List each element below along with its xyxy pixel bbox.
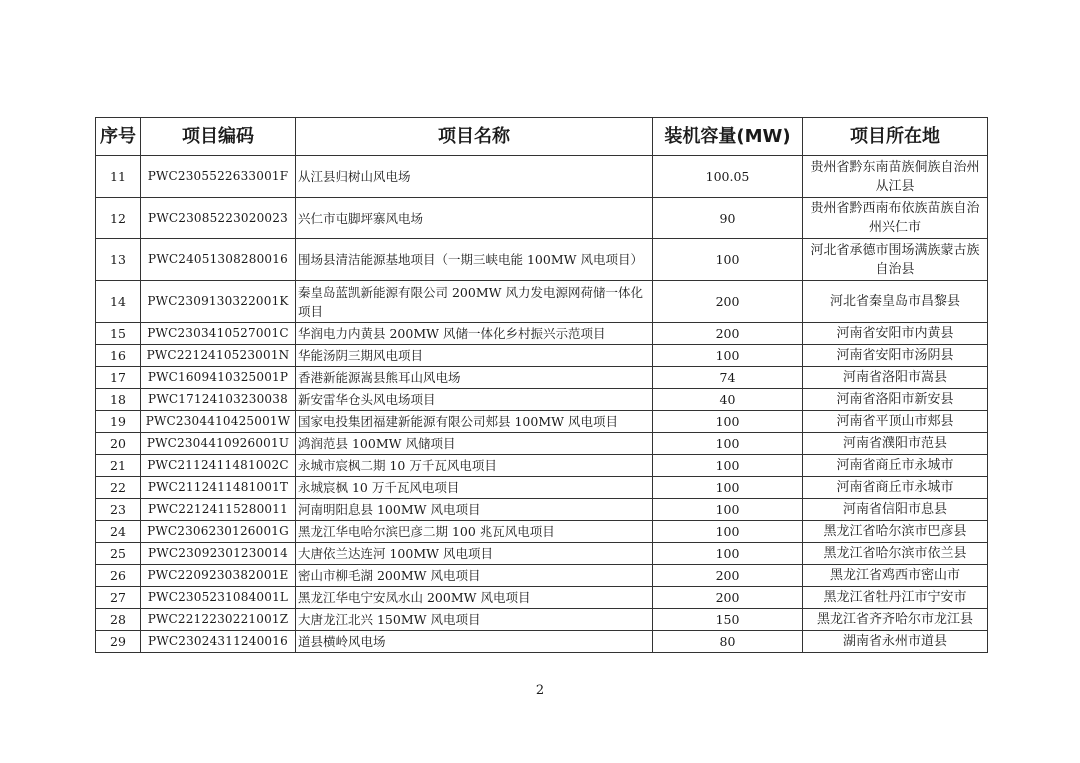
cell-name: 围场县清洁能源基地项目（一期三峡电能 100MW 风电项目） (296, 239, 653, 281)
cell-name: 华润电力内黄县 200MW 风储一体化乡村振兴示范项目 (296, 323, 653, 345)
cell-name: 河南明阳息县 100MW 风电项目 (296, 499, 653, 521)
header-location: 项目所在地 (803, 118, 988, 156)
cell-location: 河北省承德市围场满族蒙古族自治县 (803, 239, 988, 281)
cell-name: 黑龙江华电哈尔滨巴彦二期 100 兆瓦风电项目 (296, 521, 653, 543)
cell-serial: 26 (96, 565, 141, 587)
cell-name: 鸿润范县 100MW 风储项目 (296, 433, 653, 455)
cell-capacity: 200 (653, 281, 803, 323)
cell-name: 秦皇岛蓝凯新能源有限公司 200MW 风力发电源网荷储一体化项目 (296, 281, 653, 323)
cell-capacity: 200 (653, 323, 803, 345)
cell-code: PWC1609410325001P (141, 367, 296, 389)
cell-serial: 23 (96, 499, 141, 521)
table-row (96, 345, 988, 367)
cell-serial: 29 (96, 631, 141, 653)
cell-serial: 21 (96, 455, 141, 477)
table-row (96, 156, 988, 198)
cell-location: 河南省洛阳市新安县 (803, 389, 988, 411)
cell-location: 黑龙江省鸡西市密山市 (803, 565, 988, 587)
cell-code: PWC2303410527001C (141, 323, 296, 345)
cell-name: 永城宸枫 10 万千瓦风电项目 (296, 477, 653, 499)
cell-name: 国家电投集团福建新能源有限公司郏县 100MW 风电项目 (296, 411, 653, 433)
cell-code: PWC2306230126001G (141, 521, 296, 543)
cell-location: 湖南省永州市道县 (803, 631, 988, 653)
header-code: 项目编码 (141, 118, 296, 156)
table-row (96, 281, 988, 323)
cell-capacity: 100 (653, 499, 803, 521)
cell-code: PWC24051308280016 (141, 239, 296, 281)
cell-code: PWC23085223020023 (141, 198, 296, 239)
table-row (96, 543, 988, 565)
cell-serial: 16 (96, 345, 141, 367)
cell-location: 河北省秦皇岛市昌黎县 (803, 281, 988, 323)
cell-location: 河南省濮阳市范县 (803, 433, 988, 455)
cell-capacity: 100 (653, 521, 803, 543)
cell-code: PWC17124103230038 (141, 389, 296, 411)
cell-name: 兴仁市屯脚坪寨风电场 (296, 198, 653, 239)
cell-serial: 13 (96, 239, 141, 281)
cell-capacity: 100 (653, 477, 803, 499)
cell-location: 河南省商丘市永城市 (803, 477, 988, 499)
cell-capacity: 74 (653, 367, 803, 389)
cell-name: 大唐依兰达连河 100MW 风电项目 (296, 543, 653, 565)
cell-serial: 15 (96, 323, 141, 345)
cell-location: 黑龙江省哈尔滨市依兰县 (803, 543, 988, 565)
cell-serial: 12 (96, 198, 141, 239)
cell-name: 大唐龙江北兴 150MW 风电项目 (296, 609, 653, 631)
cell-name: 黑龙江华电宁安凤水山 200MW 风电项目 (296, 587, 653, 609)
project-table (95, 117, 988, 653)
cell-code: PWC22124115280011 (141, 499, 296, 521)
cell-capacity: 100 (653, 345, 803, 367)
table-row (96, 411, 988, 433)
table-row (96, 198, 988, 239)
cell-code: PWC2305231084001L (141, 587, 296, 609)
cell-serial: 14 (96, 281, 141, 323)
cell-location: 河南省信阳市息县 (803, 499, 988, 521)
header-serial: 序号 (96, 118, 141, 156)
header-name: 项目名称 (296, 118, 653, 156)
cell-serial: 25 (96, 543, 141, 565)
cell-capacity: 200 (653, 565, 803, 587)
table-row (96, 455, 988, 477)
cell-location: 河南省安阳市内黄县 (803, 323, 988, 345)
cell-name: 永城市宸枫二期 10 万千瓦风电项目 (296, 455, 653, 477)
cell-code: PWC2309130322001K (141, 281, 296, 323)
cell-code: PWC2304410425001W (141, 411, 296, 433)
cell-capacity: 100.05 (653, 156, 803, 198)
cell-code: PWC2212230221001Z (141, 609, 296, 631)
cell-code: PWC23092301230014 (141, 543, 296, 565)
cell-capacity: 90 (653, 198, 803, 239)
cell-location: 贵州省黔东南苗族侗族自治州从江县 (803, 156, 988, 198)
cell-location: 贵州省黔西南布依族苗族自治州兴仁市 (803, 198, 988, 239)
cell-name: 华能汤阴三期风电项目 (296, 345, 653, 367)
page-number: 2 (535, 683, 545, 698)
table-row (96, 631, 988, 653)
table-row (96, 499, 988, 521)
cell-capacity: 100 (653, 543, 803, 565)
cell-code: PWC2212410523001N (141, 345, 296, 367)
cell-location: 河南省平顶山市郏县 (803, 411, 988, 433)
cell-serial: 11 (96, 156, 141, 198)
cell-location: 黑龙江省齐齐哈尔市龙江县 (803, 609, 988, 631)
cell-location: 河南省商丘市永城市 (803, 455, 988, 477)
cell-location: 河南省洛阳市嵩县 (803, 367, 988, 389)
cell-name: 香港新能源嵩县熊耳山风电场 (296, 367, 653, 389)
table-row (96, 389, 988, 411)
cell-code: PWC23024311240016 (141, 631, 296, 653)
table-row (96, 521, 988, 543)
cell-name: 新安雷华仓头风电场项目 (296, 389, 653, 411)
cell-serial: 24 (96, 521, 141, 543)
cell-capacity: 150 (653, 609, 803, 631)
cell-name: 道县横岭风电场 (296, 631, 653, 653)
cell-capacity: 80 (653, 631, 803, 653)
cell-location: 黑龙江省牡丹江市宁安市 (803, 587, 988, 609)
table-row (96, 433, 988, 455)
cell-serial: 22 (96, 477, 141, 499)
cell-code: PWC2112411481001T (141, 477, 296, 499)
header-capacity: 装机容量(MW) (653, 118, 803, 156)
cell-capacity: 40 (653, 389, 803, 411)
cell-capacity: 100 (653, 411, 803, 433)
cell-capacity: 100 (653, 239, 803, 281)
cell-capacity: 200 (653, 587, 803, 609)
table-row (96, 323, 988, 345)
cell-serial: 19 (96, 411, 141, 433)
table-header-row (96, 118, 988, 156)
cell-serial: 18 (96, 389, 141, 411)
cell-serial: 27 (96, 587, 141, 609)
table-row (96, 609, 988, 631)
cell-name: 从江县归树山风电场 (296, 156, 653, 198)
cell-capacity: 100 (653, 455, 803, 477)
cell-location: 黑龙江省哈尔滨市巴彦县 (803, 521, 988, 543)
project-table-container (95, 117, 988, 653)
cell-capacity: 100 (653, 433, 803, 455)
table-row (96, 587, 988, 609)
cell-code: PWC2304410926001U (141, 433, 296, 455)
cell-serial: 17 (96, 367, 141, 389)
table-row (96, 239, 988, 281)
table-row (96, 565, 988, 587)
cell-location: 河南省安阳市汤阴县 (803, 345, 988, 367)
cell-code: PWC2305522633001F (141, 156, 296, 198)
cell-code: PWC2112411481002C (141, 455, 296, 477)
table-row (96, 367, 988, 389)
cell-serial: 28 (96, 609, 141, 631)
cell-serial: 20 (96, 433, 141, 455)
cell-name: 密山市柳毛湖 200MW 风电项目 (296, 565, 653, 587)
cell-code: PWC2209230382001E (141, 565, 296, 587)
table-row (96, 477, 988, 499)
